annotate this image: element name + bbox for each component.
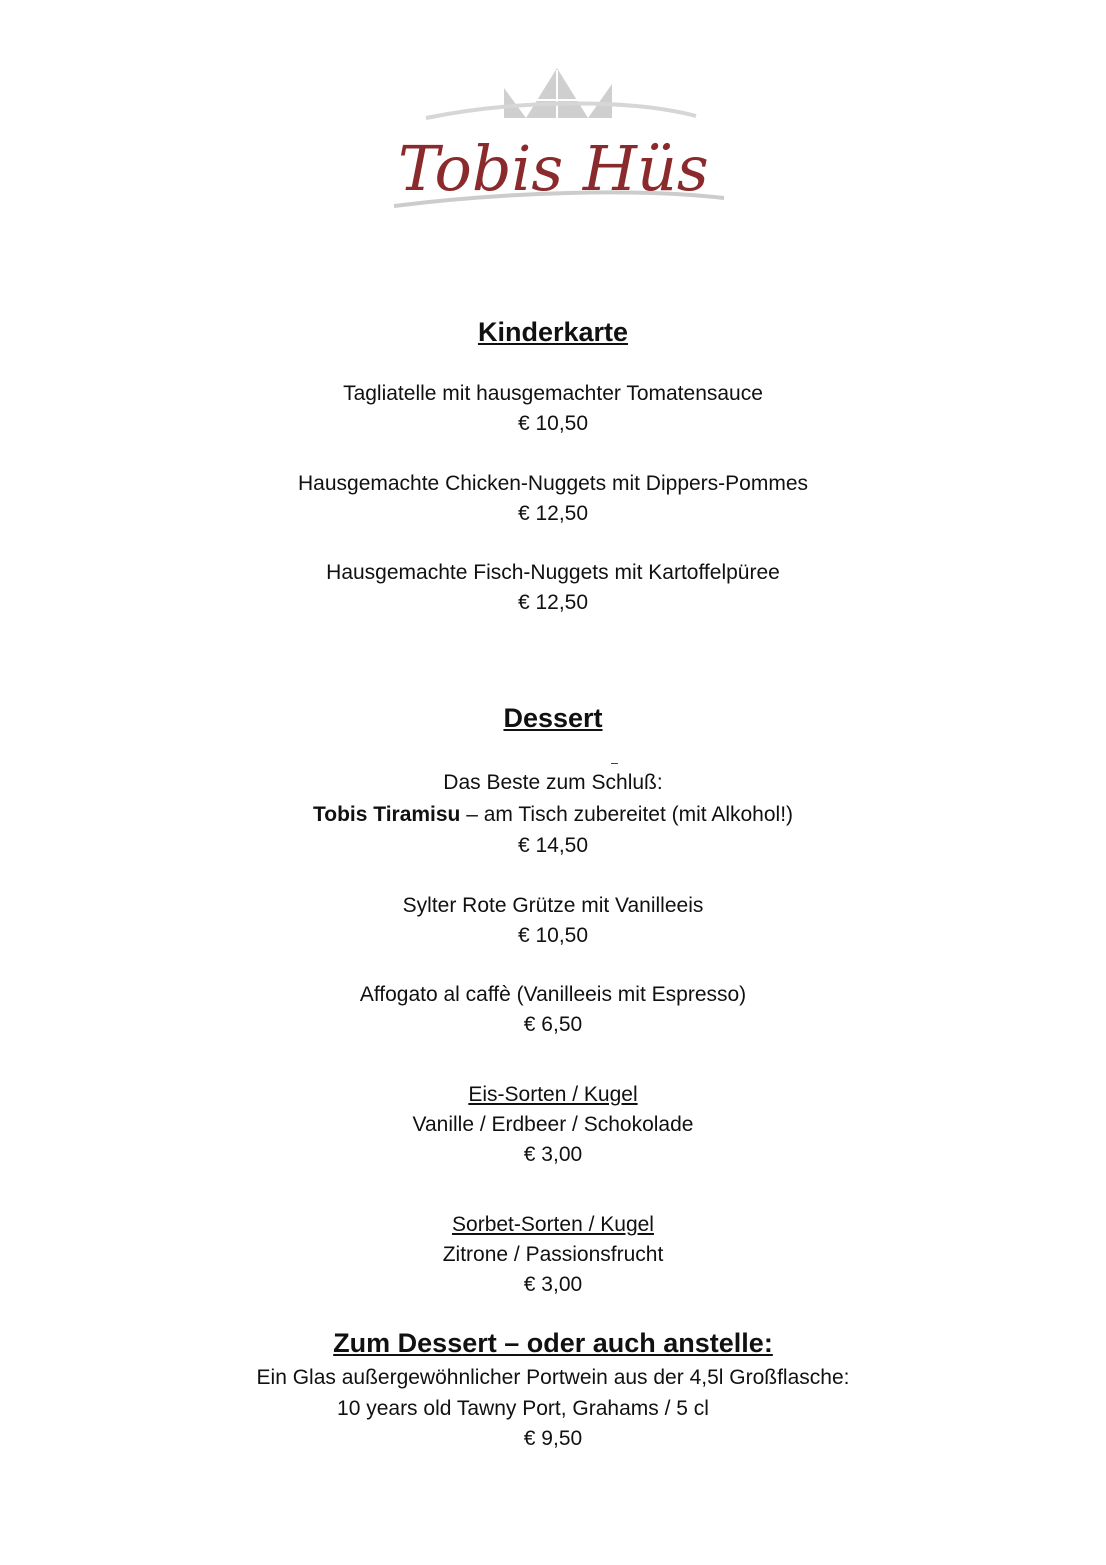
sorbet-heading: Sorbet-Sorten / Kugel [452,1213,654,1236]
menu-item-price: € 6,50 [523,1013,583,1036]
divider-dash [611,763,618,764]
restaurant-logo [386,60,732,216]
tiramisu-name: Tobis Tiramisu [312,803,461,826]
tiramisu-description: – am Tisch zubereitet (mit Alkohol!) [460,803,794,826]
menu-item-price: € 12,50 [517,591,589,614]
menu-item-name: Hausgemachte Fisch-Nuggets mit Kartoffelpüree [326,561,780,584]
port-detail: 10 years old Tawny Port, Grahams / 5 cl [337,1397,709,1420]
sorbet-flavors: Zitrone / Passionsfrucht [442,1243,664,1266]
menu-item-name: Affogato al caffè (Vanilleeis mit Espresso) [359,983,747,1006]
menu-item-price: € 10,50 [517,412,589,435]
eis-heading: Eis-Sorten / Kugel [468,1083,638,1106]
section-title-kinderkarte: Kinderkarte [477,317,629,347]
eis-flavors: Vanille / Erdbeer / Schokolade [412,1113,694,1136]
menu-item-price: € 12,50 [517,502,589,525]
logo-text: Tobis Hüs [398,132,709,205]
eis-price: € 3,00 [523,1143,583,1166]
menu-item-price: € 14,50 [517,834,589,857]
tiramisu-line [0,802,1106,828]
section-title-dessert: Dessert [503,703,603,733]
sorbet-price: € 3,00 [523,1273,583,1296]
menu-item-name: Hausgemachte Chicken-Nuggets mit Dippers-Pommes [297,472,809,495]
menu-item-name: Sylter Rote Grütze mit Vanilleeis [402,894,704,917]
port-description: Ein Glas außergewöhnlicher Portwein aus der 4,5l Großflasche: [256,1366,850,1389]
port-price: € 9,50 [523,1427,583,1450]
section-title-port: Zum Dessert – oder auch anstelle: [333,1328,773,1358]
dessert-intro: Das Beste zum Schluß: [443,771,663,794]
menu-item-name: Tagliatelle mit hausgemachter Tomatensauce [343,382,763,405]
menu-item-price: € 10,50 [517,924,589,947]
